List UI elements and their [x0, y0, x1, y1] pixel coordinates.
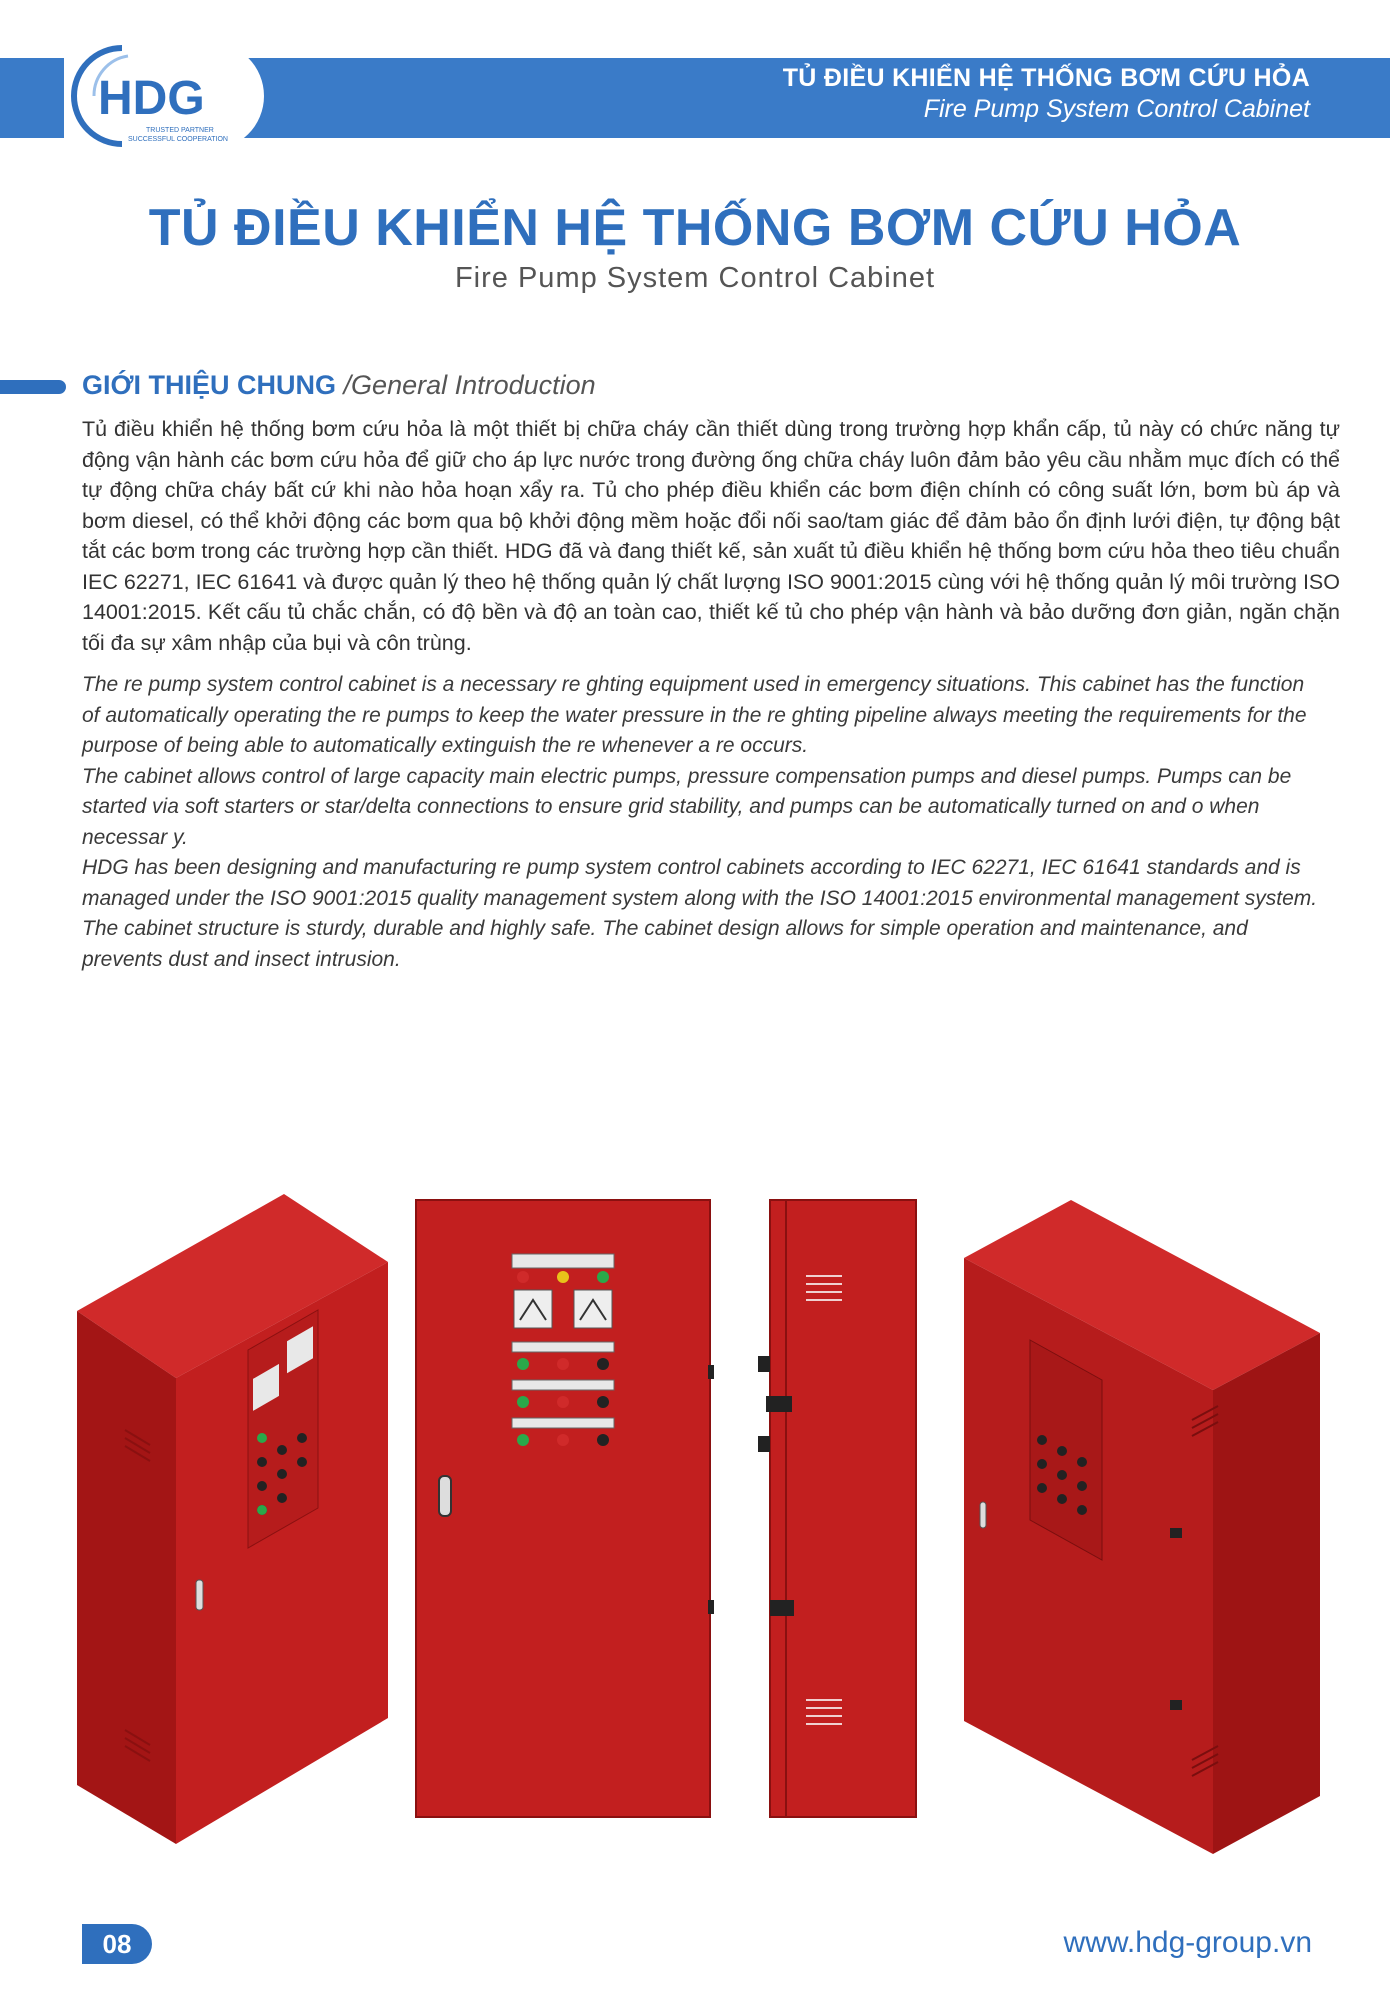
website-link[interactable]: www.hdg-group.vn [1063, 1926, 1312, 1959]
cabinet-side-view [758, 1200, 916, 1817]
logo-brand: HDG [98, 72, 205, 125]
page-number: 08 [82, 1924, 152, 1964]
section-heading-en: /General Introduction [336, 370, 596, 400]
header-title [783, 64, 1310, 124]
cabinet-isometric-left [77, 1194, 388, 1844]
logo [64, 42, 264, 150]
header-title-en: Fire Pump System Control Cabinet [923, 95, 1310, 123]
section-marker [0, 380, 66, 394]
intro-paragraph-en [82, 670, 1318, 975]
cabinet-isometric-right [964, 1200, 1320, 1854]
intro-en-line: HDG has been designing and manufacturing re pump system control cabinets according to IEC 62271, IEC 61641 standards and is managed under the ISO 9001:2015 quality management system along with the ISO 14001:2015 environmental management system. [82, 856, 1318, 910]
page-title: TỦ ĐIỀU KHIỂN HỆ THỐNG BƠM CỨU HỎA [148, 199, 1242, 257]
header-title-vn: TỦ ĐIỀU KHIỂN HỆ THỐNG BƠM CỨU HỎA [782, 64, 1310, 92]
section-heading [82, 370, 596, 401]
cabinet-illustrations [0, 1180, 1390, 1860]
logo-tagline-1: TRUSTED PARTNER [146, 127, 214, 134]
intro-en-line: The re pump system control cabinet is a necessary re ghting equipment used in emergency situations. This cabinet has the function of automatically operating the re pumps to keep the water pressure in the re ghting pipeline always meeting the requirements for the purpose of being able to automatically extinguish the re whenever a re occurs. [82, 673, 1307, 757]
cabinet-front-view [416, 1200, 714, 1817]
logo-tagline-2: SUCCESSFUL COOPERATION [128, 136, 228, 143]
intro-paragraph-vn: Tủ điều khiển hệ thống bơm cứu hỏa là một thiết bị chữa cháy cần thiết dùng trong trường hợp khẩn cấp, tủ này có chức năng tự động vận hành các bơm cứu hỏa để giữ cho áp lực nước trong đường ống chữa cháy luôn đảm bảo yêu cầu nhằm mục đích có thể tự động chữa cháy bất cứ khi nào hỏa hoạn xẩy ra. Tủ cho phép điều khiển các bơm điện chính có công suất lớn, bơm bù áp và bơm diesel, có thể khởi động các bơm qua bộ khởi động mềm hoặc đổi nối sao/tam giác để đảm bảo ổn định lưới điện, tự động bật tắt các bơm trong các trường hợp cần thiết. HDG đã và đang thiết kế, sản xuất tủ điều khiển hệ thống bơm cứu hỏa theo tiêu chuẩn IEC 62271, IEC 61641 và được quản lý theo hệ thống quản lý chất lượng ISO 9001:2015 cùng với hệ thống quản lý môi trường ISO 14001:2015. Kết cấu tủ chắc chắn, có độ bền và độ an toàn cao, thiết kế tủ cho phép vận hành và bảo dưỡng đơn giản, ngăn chặn tối đa sự xâm nhập của bụi và côn trùng. [82, 417, 1340, 655]
section-heading-vn: GIỚI THIỆU CHUNG [82, 370, 337, 400]
intro-en-line: The cabinet allows control of large capacity main electric pumps, pressure compensation pumps and diesel pumps. Pumps can be started via soft starters or star/delta connections to ensure grid stability, and pumps can be automatically turned on and o when necessar y. [82, 764, 1292, 849]
page-subtitle: Fire Pump System Control Cabinet [454, 262, 936, 294]
intro-en-line: The cabinet structure is sturdy, durable and highly safe. The cabinet design allows for simple operation and maintenance, and prevents dust and insect intrusion. [82, 917, 1248, 971]
